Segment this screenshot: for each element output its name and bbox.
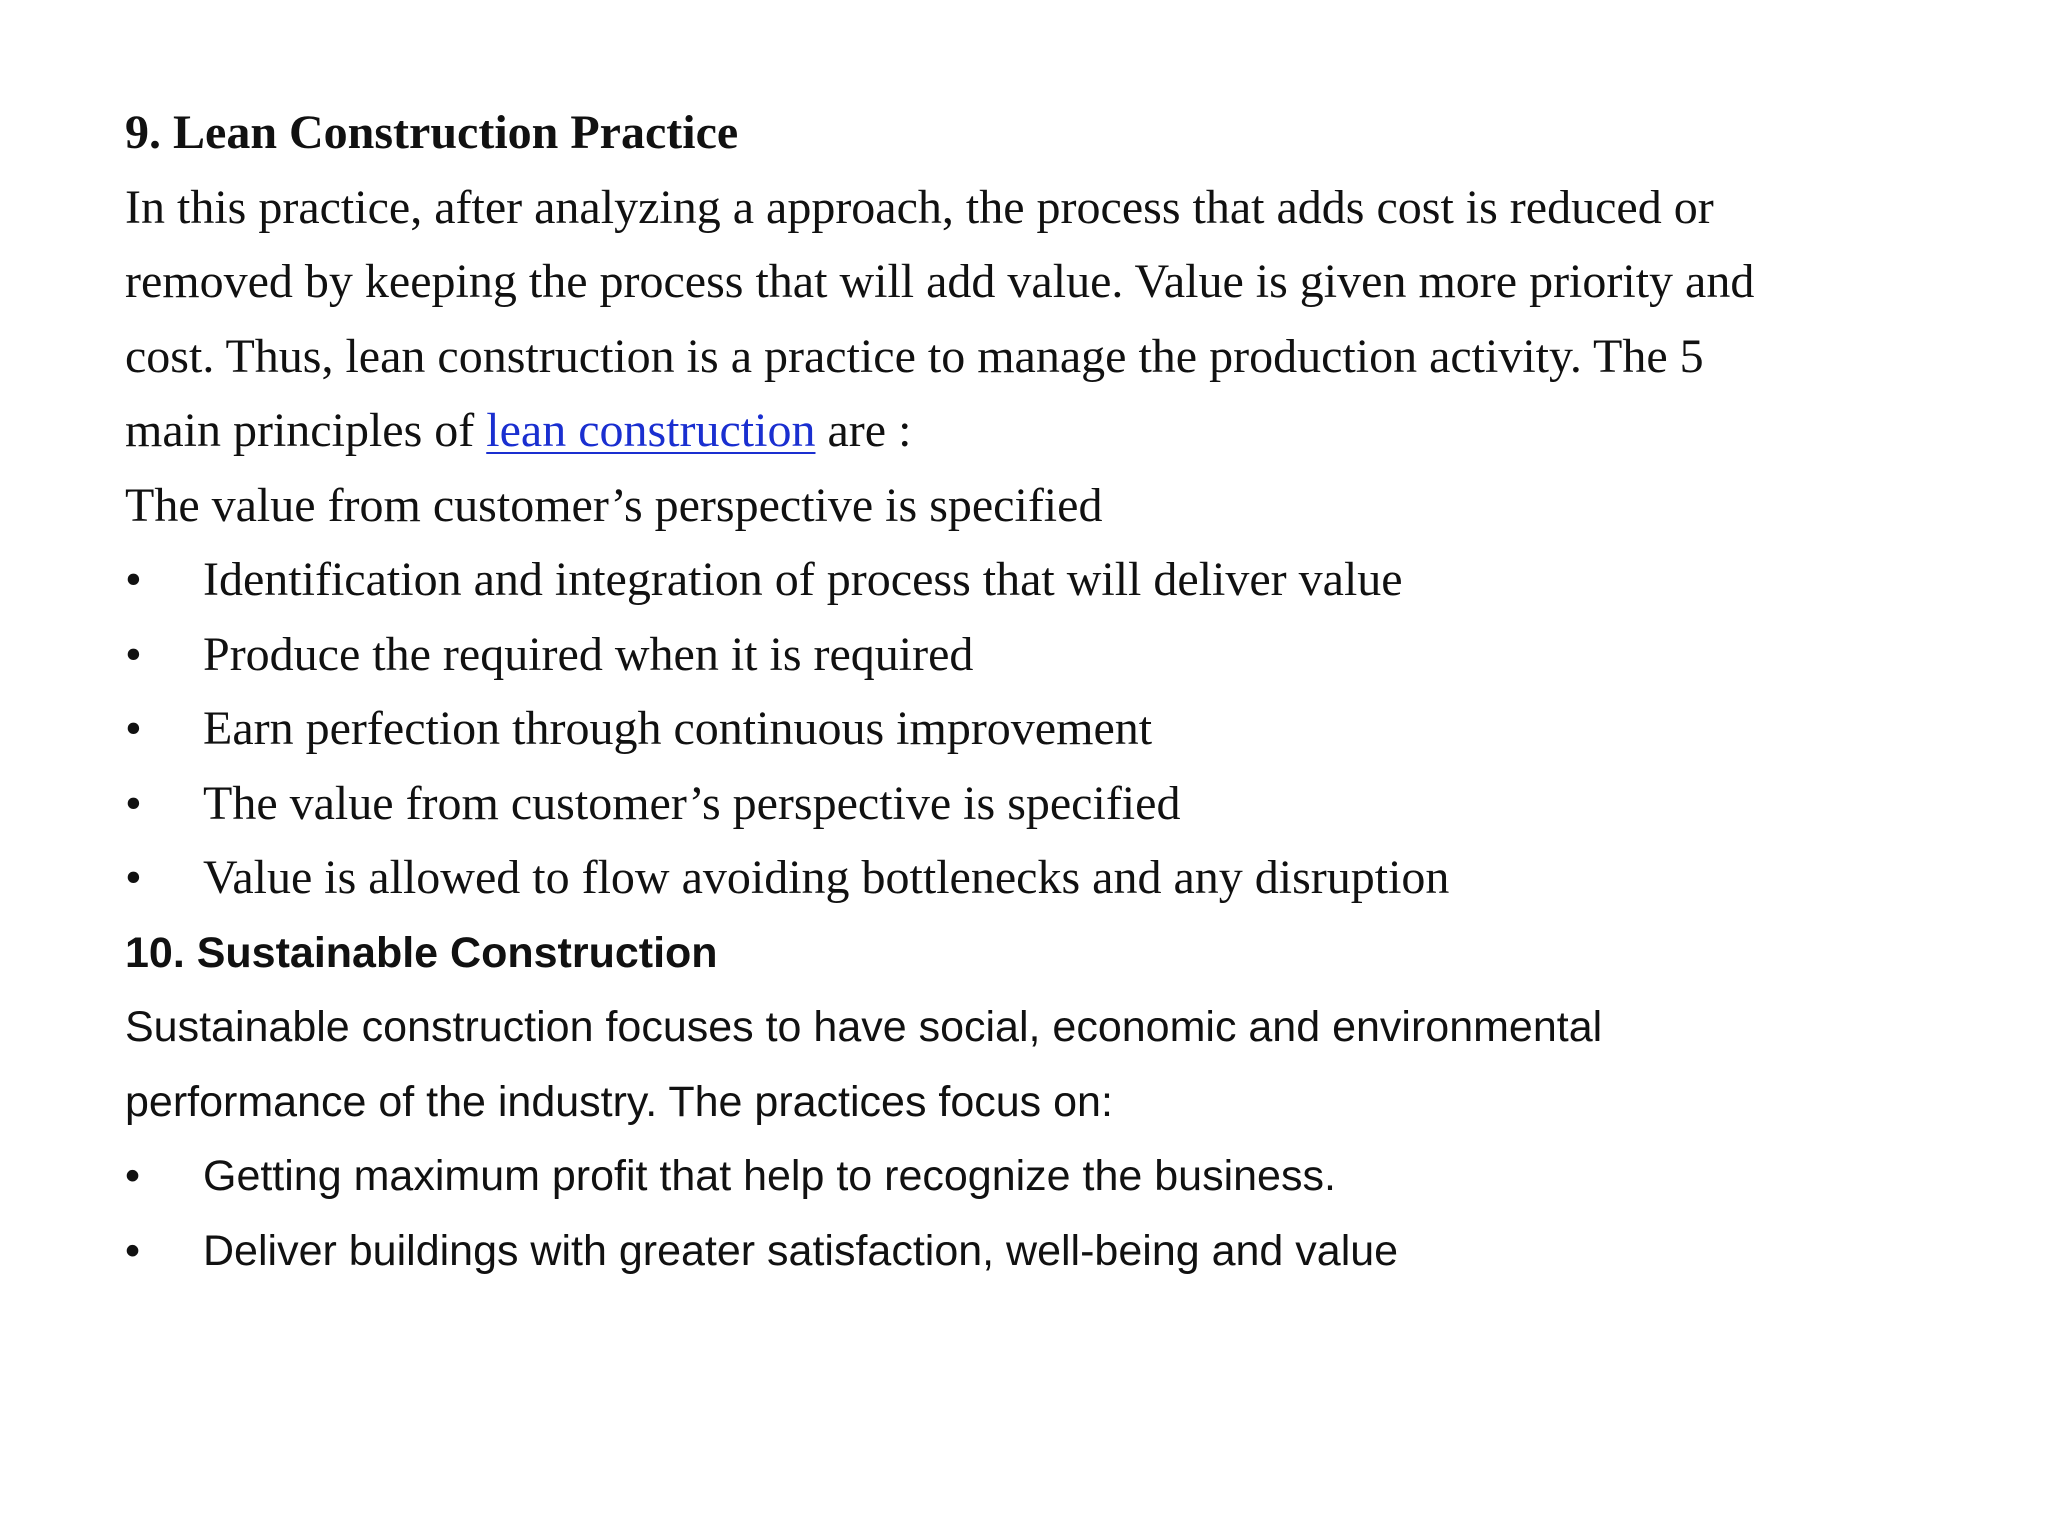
paragraph-line: removed by keeping the process that will add value. Value is given more priority and [125,255,1755,308]
section-lean-construction [125,96,1965,916]
bullet-icon: • [125,851,142,904]
paragraph-line [125,394,1965,469]
list-item-text: Value is allowed to flow avoiding bottlenecks and any disruption [203,851,1450,904]
list-item-text: Identification and integration of process that will deliver value [203,553,1403,606]
list-item-text: Getting maximum profit that help to recognize the business. [203,1152,1336,1200]
list-item [125,692,1965,767]
bullet-icon: • [125,776,142,830]
list-item [125,1214,1965,1289]
principles-suffix: are : [815,404,912,457]
section-heading: 9. Lean Construction Practice [125,106,739,159]
document-page [125,96,1965,1288]
list-item [125,767,1965,842]
paragraph-line: In this practice, after analyzing a approach, the process that adds cost is reduced or [125,180,1714,234]
list-item [125,841,1965,916]
section-heading: 10. Sustainable Construction [125,928,718,977]
lean-construction-link[interactable]: lean construction [486,404,816,457]
paragraph-line: Sustainable construction focuses to have social, economic and environmental [125,1003,1603,1051]
first-principle-line: The value from customer’s perspective is specified [125,478,1103,532]
list-item [125,1139,1965,1214]
bullet-icon: • [125,1152,141,1200]
bullet-icon: • [125,627,142,681]
list-item-text: Earn perfection through continuous improvement [203,702,1153,755]
bullet-icon: • [125,702,142,755]
list-item [125,543,1965,618]
paragraph-line: performance of the industry. The practices focus on: [125,1077,1113,1126]
list-item [125,618,1965,693]
paragraph-line: cost. Thus, lean construction is a practice to manage the production activity. The 5 [125,329,1704,383]
list-item-text: The value from customer’s perspective is specified [203,776,1181,830]
section-intro-paragraph [125,990,1965,1139]
list-item-text: Produce the required when it is required [203,627,974,681]
principles-prefix: main principles of [125,404,487,457]
practices-list [125,1139,1965,1288]
list-item-text: Deliver buildings with greater satisfaction, well-being and value [203,1226,1399,1275]
bullet-icon: • [125,1226,141,1275]
bullet-icon: • [125,553,142,606]
section-sustainable-construction [125,916,1965,1289]
section-intro-paragraph [125,171,1965,544]
principles-list [125,543,1965,916]
